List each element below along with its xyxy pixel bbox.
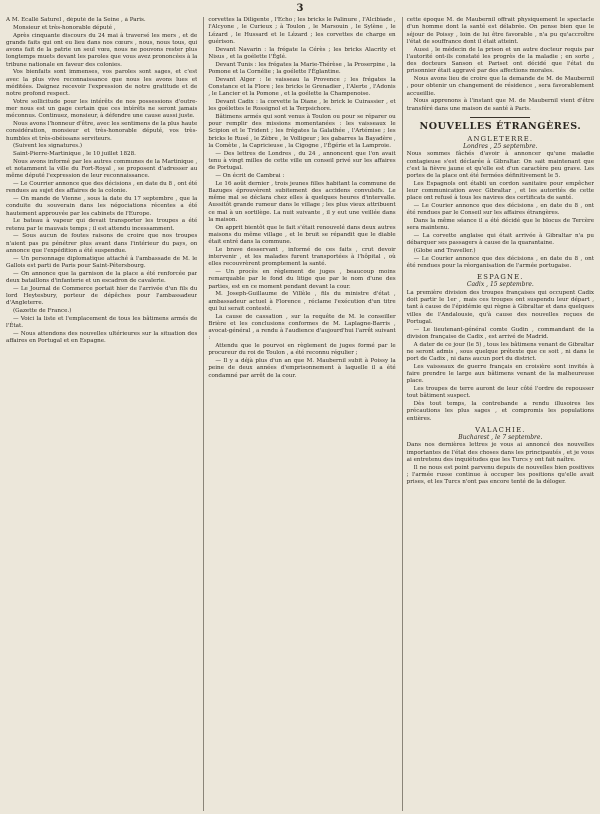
- country-heading: ESPAGNE.: [477, 273, 524, 282]
- article-paragraph: Les Espagnols ont établi un cordon sanitaire pour empêcher leur communication avec Gibraltar , et les autorités de cette place ont refusé à tous les navires des certificats de santé.: [406, 180, 595, 202]
- article-paragraph: — Un personnage diplomatique attaché à l'ambassade de M. le Gallois est parti de Paris pour Saint-Pétersbourg.: [6, 255, 198, 269]
- article-paragraph: A dater de ce jour (le 5) , tous les bâtimens venant de Gibraltar ne seront admis , sous quelque prétexte que ce soit , ni dans le port de Cadix , ni dans aucun port du district.: [406, 341, 595, 362]
- column-middle: [203, 17, 395, 811]
- article-paragraph: Dans nos dernières lettres je vous ai annoncé des nouvelles importantes de l'état des choses dans les principautés , et je vous ai entretenu des inquiétudes que les Turcs y ont fait naître.: [406, 442, 595, 463]
- article-paragraph: Après cinquante discours du 24 mai à traversé les mers , et de grands faits qui ont eu lieu dans nos cœurs , nous, nous tous, qui avons fait de la patrie un seul vœu, nous ne pouvons rester plus longtemps muets devant les paroles que vous avez prononcées à la tribune nationale en faveur des colonies.: [6, 32, 198, 68]
- article-paragraph: Devant Tunis : les frégates la Marie-Thérèse , la Proserpine , la Pomone et la Cornélie ; la goélette l'Églantine.: [208, 61, 396, 75]
- article-paragraph: — Des lettres de Londres , du 24 , annoncent que l'on avait tenu à vingt milles de cette ville un conseil privé sur les affaires de Portugal.: [208, 150, 396, 171]
- article-paragraph: Devant Navarin : la frégate la Cérès ; les bricks Alacrity et Nisus , et la goélette l'Églé.: [208, 46, 396, 60]
- article-paragraph: Bâtimens armés qui sont venus à Toulon ou pour se réparer ou pour remplir des missions momentanées : les vaisseaux le Scipion et le Trident ; les frégates la Galathée , l'Artémise ; les bricks le Rusé , le Zèbre , le Volligeur ; les gabarres la Bayadère , la Comète , la Capricieuse , la Cigogne , l'Égérie et la Lamproie.: [208, 113, 396, 149]
- article-columns: [6, 17, 594, 811]
- article-paragraph: La cause de cassation , sur la requête de M. le conseiller Brière et les conclusions conformes de M. Laplagne-Barris , avocat-général , a rendu à l'audience d'aujourd'hui l'arrêt suivant :: [208, 313, 396, 342]
- article-paragraph: — On mande de Vienne , sous la date du 17 septembre , que la conduite du souverain dans les négociations récentes a été hautement approuvée par les cabinets de l'Europe.: [6, 196, 198, 217]
- article-paragraph: (Suivent les signatures.): [13, 143, 83, 150]
- article-paragraph: Nous avons l'honneur d'être, avec les sentimens de la plus haute considération, monsieur et très-honorable député, vos très-humbles et très-obéissans serviteurs.: [6, 121, 198, 142]
- article-paragraph: Attendu que le pourvoi en règlement de juges formé par le procureur du roi de Toulon , a été reconnu régulier ;: [208, 343, 396, 357]
- article-paragraph: — Le Courier annonce que des décisions , en date du 8 , ont été rendues par le Conseil sur les affaires étrangères.: [406, 203, 595, 217]
- article-paragraph: Le bateau à vapeur qui devait transporter les troupes a été retenu par le mauvais temps ; il est attendu incessamment.: [6, 218, 198, 232]
- article-paragraph: Les troupes de terre auront de leur côté l'ordre de repousser tout bâtiment suspect.: [406, 386, 595, 400]
- article-paragraph: Vos bienfaits sont immenses, vos paroles sont sages, et c'est avec la plus vive reconnaissance que nous les avons lues et méditées. Daignez recevoir l'expression de notre gratitude et de notre profond respect.: [6, 69, 198, 97]
- article-paragraph: Monsieur et très-honorable député ,: [13, 24, 116, 31]
- article-paragraph: A M. Ecallé Saturel , député de la Seine , à Paris.: [6, 17, 146, 23]
- column-left: [6, 17, 197, 811]
- dateline: Bucharest , le 7 septembre.: [458, 433, 543, 441]
- article-paragraph: Dans la même séance il a été décidé que le blocus de Tercère sera maintenu.: [406, 218, 595, 232]
- article-paragraph: corvettes la Diligente , l'Écho ; les bricks le Palinure , l'Alcibiade , l'Alcyone , le Curieux ; à Toulon , le Marsouin , le Sylène , le Lézard , le Hussard et le Lézard ; les corvettes de charge en guérison.: [208, 17, 396, 45]
- column-right: [402, 17, 594, 811]
- article-paragraph: — Sous aucun de foutes raisons de croire que nos troupes n'aient pas pu pénétrer plus avant dans l'intérieur du pays, on annonce que l'expédition a été suspendue.: [6, 233, 198, 254]
- article-paragraph: — Un procès en règlement de juges , beaucoup moins remarquable par le fond du litige que par le nom d'une des parties, est en ce moment pendant devant la cour.: [208, 269, 396, 290]
- article-paragraph: — Le lieutenant-général comte Gudin , commandant de la division française de Cadix , est arrivé de Madrid.: [406, 326, 595, 340]
- article-paragraph: (Gazette de France.): [13, 307, 72, 314]
- article-paragraph: — Il y a déjà plus d'un an que M. Maubernil subit à Poissy la peine de deux années d'emprisonnement à laquelle il a été condamné par arrêt de la cour.: [208, 358, 396, 379]
- article-paragraph: Devant Cadix : la corvette la Diane , le brick le Cuirassier , et les goélettes le Rossignol et la Terpsichore.: [208, 98, 396, 112]
- article-paragraph: On apprit bientôt que le fait s'était renouvelé dans deux autres maisons du même village , et le bruit se répandit que le diable était entré dans la commune.: [208, 224, 396, 245]
- article-paragraph: M. Joseph-Guillaume de Villèle , fils du ministre d'état , ambassadeur actuel à Florence , réclame l'exécution d'un titre qui lui serait contesté.: [208, 291, 396, 312]
- article-paragraph: Aussi , le médecin de la prison et un autre docteur requis par l'autorité ont-ils constaté les progrès de la maladie ; en sorte , des docteurs Sanson et Pariset ont décidé que l'état du prisonnier était aggravé par des affections morales.: [406, 46, 595, 75]
- article-paragraph: Nous apprenons à l'instant que M. de Maubernil vient d'être transféré dans une maison de santé à Paris.: [406, 98, 595, 112]
- dateline: Cadix , 15 septembre.: [466, 281, 534, 289]
- article-paragraph: Votre sollicitude pour les intérêts de nos possessions d'outre-mer nous est un gage certain que ces intérêts ne seront jamais méconnus. Continuez, monsieur, à défendre une cause aussi juste.: [6, 98, 198, 120]
- article-paragraph: Devant Alger : le vaisseau la Provence ; les frégates la Constance et la Flore ; les bricks le Grenadier , l'Alerte , l'Adonis , le Lancier et la Pomone , et la goélette la Champenoise.: [208, 76, 396, 97]
- article-paragraph: — Voici la liste et l'emplacement de tous les bâtimens armés de l'État.: [6, 315, 198, 329]
- article-paragraph: — Le Courier annonce que des décisions , en date du 8 , ont été rendues pour la réorganisation de l'armée portugaise.: [406, 255, 595, 269]
- page-number: 3: [296, 3, 304, 14]
- country-heading: ANGLETERRE.: [467, 134, 534, 143]
- dateline: Londres , 25 septembre.: [463, 142, 538, 150]
- article-paragraph: Dès tout temps, la contrebande a rendu illusoires les précautions les plus sages , et compromis les populations entières.: [406, 401, 595, 422]
- article-paragraph: — Nous attendons des nouvelles ultérieures sur la situation des affaires en Portugal et en Espagne.: [6, 330, 198, 344]
- article-paragraph: Le brave desservant , informé de ces faits , crut devoir intervenir , et les malades furent transportées à l'hôpital , où elles recouvrèrent promptement la santé.: [208, 246, 396, 268]
- section-title: NOUVELLES ÉTRANGÈRES.: [419, 120, 582, 132]
- article-paragraph: Nous sommes fâchés d'avoir à annoncer qu'une maladie contagieuse s'est déclarée à Gibraltar. On sait maintenant que c'est la fièvre jaune et qu'elle est d'un caractère peu grave. Les portes de la place ont été fermées définitivement le 5.: [406, 151, 595, 179]
- article-paragraph: Le 16 août dernier , trois jeunes filles habitant la commune de Bazuges éprouvèrent subitement des accidens convulsifs. Le même mal se déclara chez elles à quelques heures d'intervalle. Aussitôt grande rumeur dans le village ; les plus vieux attribuent ce mal à un sortilège. La nuit suivante , il y eut une veillée dans la maison.: [208, 180, 396, 223]
- article-paragraph: Nous avons informé par les autres communes de la Martinique , et notamment la ville du Fort-Royal , se proposent d'adresser au même député l'expression de leur reconnaissance.: [6, 158, 198, 180]
- article-paragraph: Les vaisseaux de guerre français en croisière sont invités à faire prendre le large aux bâtimens venant de la malheureuse place.: [406, 363, 595, 385]
- section-divider: [470, 117, 530, 118]
- article-paragraph: Nous avons lieu de croire que la demande de M. de Maubernil , pour obtenir un changement de résidence , sera favorablement accueillie.: [406, 76, 595, 97]
- article-paragraph: cette époque M. de Maubernil offrait physiquement le spectacle d'un homme dont la santé est délabrée. On pense bien que le séjour de Poissy , loin de lui être favorable , n'a pu qu'accroître l'état de souffrance dont il était atteint.: [406, 17, 595, 45]
- article-paragraph: Saint-Pierre-Martinique , le 10 juillet 1828.: [13, 151, 136, 157]
- country-heading: VALACHIE.: [475, 425, 526, 434]
- article-paragraph: — Le Courrier annonce que des décisions , en date du 8 , ont été rendues au sujet des affaires de la colonie.: [6, 181, 198, 195]
- article-paragraph: (Globe and Traveller.): [413, 248, 476, 254]
- article-paragraph: Il ne nous est point parvenu depuis de nouvelles bien positives ; l'armée russe continue à occuper les positions qu'elle avait prises, et les Turcs n'ont pas encore tenté de la déloger.: [406, 464, 595, 485]
- article-paragraph: — Le Journal de Commerce portait hier de l'arrivée d'un fils du lord Heytesbury, porteur de dépêches pour l'ambassadeur d'Angleterre.: [6, 285, 198, 306]
- article-paragraph: La première division des troupes françaises qui occupent Cadix doit partir le 1er , mais ces troupes ont suspendu leur départ , tant à cause de l'épidémie qui règne à Gibraltar et dans quelques villes de l'Andalousie, qu'à cause des nouvelles reçues de Portugal.: [406, 289, 595, 325]
- article-paragraph: — La corvette anglaise qui était arrivée à Gibraltar n'a pu débarquer ses passagers à cause de la quarantaine.: [406, 233, 595, 247]
- article-paragraph: — On annonce que la garnison de la place a été renforcée par deux bataillons d'infanterie et un escadron de cavalerie.: [6, 270, 198, 284]
- article-paragraph: — On écrit de Cambrai :: [215, 172, 285, 179]
